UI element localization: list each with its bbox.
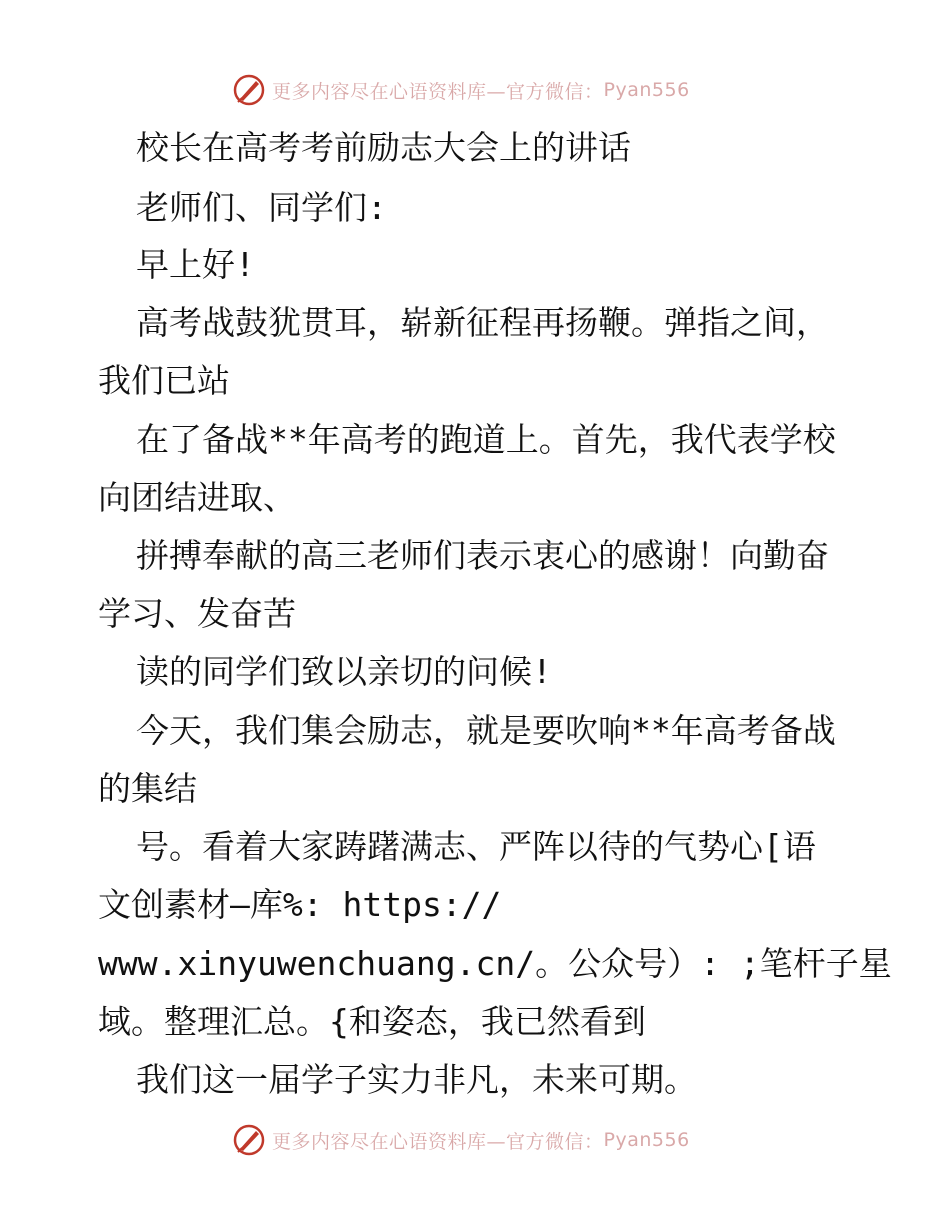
paragraph-line: 学习、发奋苦 xyxy=(98,594,296,633)
paragraph-line: 读的同学们致以亲切的问候! xyxy=(136,652,552,691)
paragraph-line: 文创素材—库%: https:// xyxy=(98,885,502,924)
paragraph-line: 向团结进取、 xyxy=(98,478,296,517)
watermark-text: 更多内容尽在心语资料库—官方微信： xyxy=(272,80,604,103)
speech-title: 校长在高考考前励志大会上的讲话 xyxy=(136,128,631,167)
paragraph-line: 今天，我们集会励志，就是要吹响**年高考备战 xyxy=(136,711,836,750)
paragraph-line: 域。整理汇总。{和姿态，我已然看到 xyxy=(98,1002,646,1041)
greeting-morning: 早上好! xyxy=(136,245,255,284)
paragraph-line: 号。看着大家踌躇满志、严阵以待的气势心[语 xyxy=(136,827,816,866)
header-watermark xyxy=(232,72,752,108)
paragraph-line: www.xinyuwenchuang.cn/。公众号）: ;笔杆子星 xyxy=(98,944,892,983)
paragraph-line: 我们这一届学子实力非凡，未来可期。 xyxy=(136,1060,697,1099)
paragraph-line: 我们已站 xyxy=(98,361,230,400)
watermark-handle: Pyan556 xyxy=(603,79,690,101)
watermark-text: 更多内容尽在心语资料库—官方微信： xyxy=(272,1130,604,1153)
quill-logo-icon xyxy=(232,73,266,107)
paragraph-line: 的集结 xyxy=(98,769,197,808)
footer-watermark xyxy=(232,1122,752,1158)
paragraph-line: 高考战鼓犹贯耳，崭新征程再扬鞭。弹指之间， xyxy=(136,303,829,342)
paragraph-line: 在了备战**年高考的跑道上。首先，我代表学校 xyxy=(136,420,836,459)
quill-logo-icon xyxy=(232,1123,266,1157)
watermark-handle: Pyan556 xyxy=(603,1129,690,1151)
greeting-audience: 老师们、同学们: xyxy=(136,188,387,227)
paragraph-line: 拼搏奉献的高三老师们表示衷心的感谢！向勤奋 xyxy=(136,536,829,575)
